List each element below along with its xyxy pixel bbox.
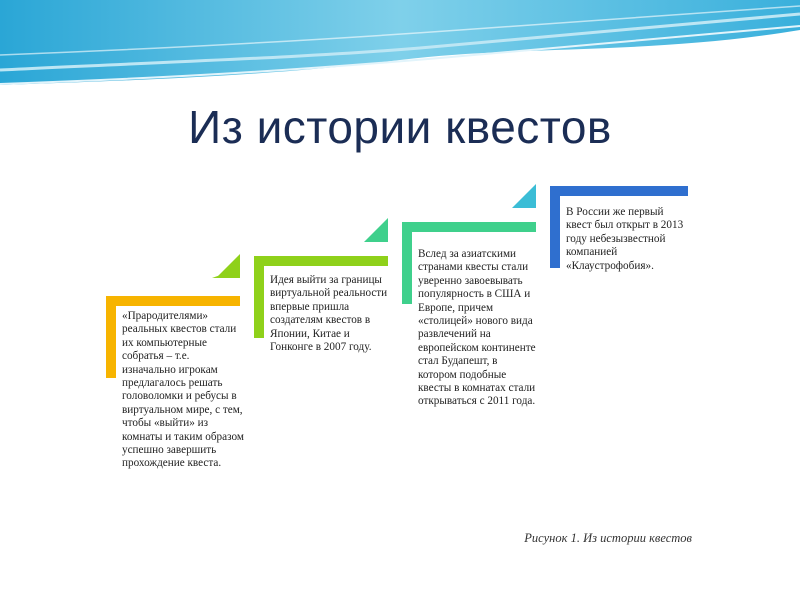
step-3-text: Вслед за азиатскими странами квесты стали уверенно завоевывать популярность в США и Европе, причем «столицей» нового вида развлечений на европейском континенте стал Будапешт, в котором подобные квесты в комнатах стали открываться с 2011 года.: [418, 248, 536, 408]
figure-caption: Рисунок 1. Из истории квестов: [524, 531, 692, 545]
step-4-text: В России же первый квест был открыт в 2013 году небезызвестной компанией «Клаустрофобия».: [566, 206, 684, 272]
header-wave-decoration: [0, 0, 800, 100]
timeline-figure: [88, 172, 702, 552]
step-1-text: «Прародителями» реальных квестов стали их компьютерные собратья – т.е. изначально игрокам предлагалось решать головоломки и ребусы в виртуальном мире, с тем, чтобы «выйти» из комнаты и таким образом успешно завершить прохождение квеста.: [122, 310, 244, 470]
step-2-text: Идея выйти за границы виртуальной реальности впервые пришла создателям квестов в Японии, Китае и Гонконге в 2007 году.: [270, 274, 388, 354]
slide-title: Из истории квестов: [188, 101, 612, 153]
